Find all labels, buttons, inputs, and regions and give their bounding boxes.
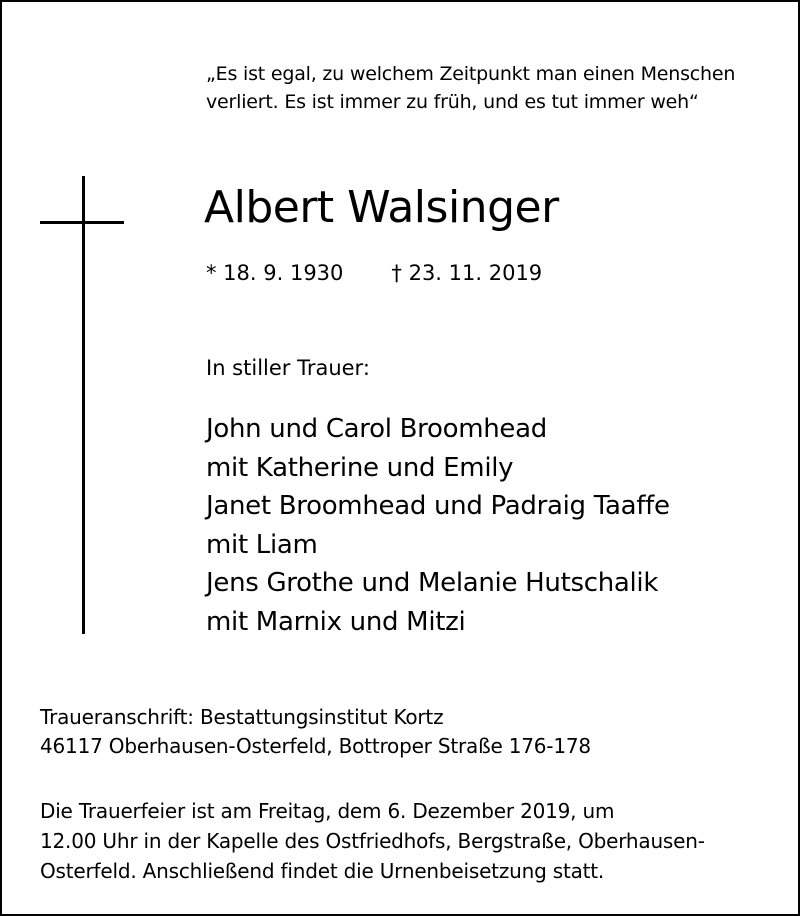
memorial-quote xyxy=(206,60,766,116)
mourner-line: mit Liam xyxy=(206,529,318,560)
funeral-ceremony-info xyxy=(40,796,705,886)
address-line: Traueranschrift: Bestattungsinstitut Kortz xyxy=(40,705,444,729)
deceased-name: Albert Walsinger xyxy=(204,182,559,233)
ceremony-line: 12.00 Uhr in der Kapelle des Ostfriedhofs, Bergstraße, Oberhausen- xyxy=(40,829,705,853)
death-date: † 23. 11. 2019 xyxy=(391,261,543,285)
mourner-line: mit Marnix und Mitzi xyxy=(206,606,466,637)
mourning-label: In stiller Trauer: xyxy=(206,356,370,380)
cross-icon-vertical-bar xyxy=(82,176,85,634)
quote-line: „Es ist egal, zu welchem Zeitpunkt man einen Menschen xyxy=(206,63,736,85)
quote-line: verliert. Es ist immer zu früh, und es tut immer weh“ xyxy=(206,91,699,113)
ceremony-line: Osterfeld. Anschließend findet die Urnenbeisetzung statt. xyxy=(40,859,605,883)
mourner-line: Janet Broomhead und Padraig Taaffe xyxy=(206,491,670,521)
mourner-line: John und Carol Broomhead xyxy=(206,414,547,444)
birth-date: * 18. 9. 1930 xyxy=(206,261,344,285)
mourners-list xyxy=(206,410,670,641)
address-line: 46117 Oberhausen-Osterfeld, Bottroper Straße 176-178 xyxy=(40,734,591,758)
mourning-address xyxy=(40,703,591,761)
ceremony-line: Die Trauerfeier ist am Freitag, dem 6. Dezember 2019, um xyxy=(40,799,615,823)
life-dates xyxy=(206,258,542,288)
mourner-line: Jens Grothe und Melanie Hutschalik xyxy=(206,568,659,598)
cross-icon-horizontal-bar xyxy=(40,221,124,224)
mourner-line: mit Katherine und Emily xyxy=(206,452,514,483)
